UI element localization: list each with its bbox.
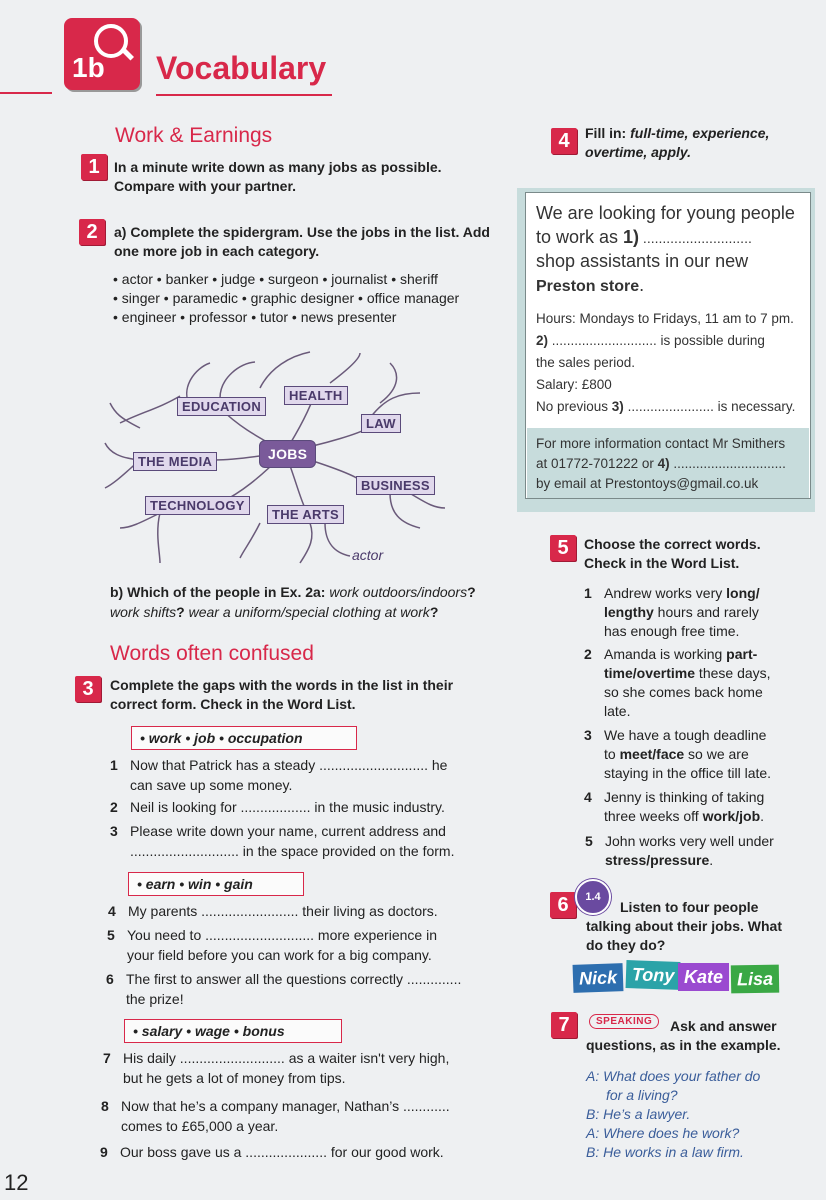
ex3-item-2 xyxy=(110,797,445,817)
mindmap-education: EDUCATION xyxy=(177,397,266,416)
exercise-4-number: 4 xyxy=(551,128,577,154)
ad-body xyxy=(536,308,808,418)
ex5-item-4 xyxy=(584,788,809,826)
audio-track-number: 1.4 xyxy=(585,891,601,903)
job-list-line3: • engineer • professor • tutor • news presenter xyxy=(113,309,397,325)
item-number: 1 xyxy=(110,757,118,773)
ex2b-label: b) Which of the people in Ex. 2a: xyxy=(110,584,330,600)
mindmap-media: THE MEDIA xyxy=(133,452,217,471)
ex2-line1: a) Complete the spidergram. Use the jobs in the list. Add xyxy=(114,224,490,240)
ad-salary: Salary: £800 xyxy=(536,377,612,392)
ex5-item-2 xyxy=(584,645,809,721)
item-number: 3 xyxy=(584,727,592,743)
section-title-work: Work & Earnings xyxy=(115,124,273,147)
ex6-line2: talking about their jobs. What xyxy=(586,918,782,934)
ex3-item-9 xyxy=(100,1142,444,1162)
item-number: 5 xyxy=(107,927,115,943)
ex7-line1: Ask and answer xyxy=(670,1018,777,1034)
item-text: Now that Patrick has a steady ............................ he xyxy=(130,757,448,773)
item-text-2: comes to £65,000 a year. xyxy=(121,1118,279,1134)
ad-hours: Hours: Mondays to Fridays, 11 am to 7 pm. xyxy=(536,311,794,326)
ad-contact-line3: by email at Prestontoys@gmail.co.uk xyxy=(536,476,759,491)
ad-contact-line2c: .............................. xyxy=(669,456,786,471)
ad-line2c: ............................ xyxy=(639,229,752,246)
dialog-line: A: Where does he work? xyxy=(586,1125,740,1141)
ad-line6: ............................ is possible during xyxy=(548,333,765,348)
exercise-2-instruction xyxy=(114,223,490,261)
ex4-words1: full-time, experience, xyxy=(630,125,770,141)
exercise-3-number: 3 xyxy=(75,676,101,702)
item-number: 8 xyxy=(101,1098,109,1114)
header-rule-right xyxy=(156,94,332,96)
ex1-line1: In a minute write down as many jobs as possible. xyxy=(114,159,442,175)
item-number: 1 xyxy=(584,585,592,601)
ad-line3: shop assistants in our new xyxy=(536,251,749,271)
ad-contact-line1: For more information contact Mr Smithers xyxy=(536,436,786,451)
exercise-6-instruction xyxy=(586,898,782,955)
ex2-line2: one more job in each category. xyxy=(114,243,320,259)
item-number: 2 xyxy=(584,646,592,662)
option-2: lengthy xyxy=(604,604,654,620)
exercise-6-number: 6 xyxy=(550,892,576,918)
item-text-2: can save up some money. xyxy=(130,777,293,793)
exercise-3-instruction xyxy=(110,676,453,714)
job-list-line2: • singer • paramedic • graphic designer • office manager xyxy=(113,290,460,306)
unit-badge xyxy=(64,18,140,90)
exercise-1-number: 1 xyxy=(81,154,107,180)
ad-line7: the sales period. xyxy=(536,355,636,370)
page-title: Vocabulary xyxy=(156,50,327,86)
mindmap-technology: TECHNOLOGY xyxy=(145,496,250,515)
item-text: His daily ........................... as a waiter isn't very high, xyxy=(123,1050,450,1066)
item-number: 4 xyxy=(108,903,116,919)
word-box-salary: • salary • wage • bonus xyxy=(124,1019,342,1043)
ex2b-q1: ? xyxy=(467,584,476,600)
exercise-7-number: 7 xyxy=(551,1012,577,1038)
ex5-line1: Choose the correct words. xyxy=(584,536,761,552)
name-tag-lisa: Lisa xyxy=(731,965,780,994)
exercise-1-instruction xyxy=(114,158,442,196)
item-text-2: the prize! xyxy=(126,991,184,1007)
mindmap-arts: THE ARTS xyxy=(267,505,344,524)
item-text: The first to answer all the questions correctly .............. xyxy=(126,971,462,987)
exercise-4-instruction xyxy=(585,124,769,162)
ex1-line2: Compare with your partner. xyxy=(114,178,297,194)
item-text-3: . xyxy=(760,808,765,824)
ex3-line2: correct form. Check in the Word List. xyxy=(110,696,356,712)
exercise-7-instruction xyxy=(586,1017,781,1055)
ad-gap1: 1) xyxy=(623,226,640,247)
ad-gap4: 4) xyxy=(657,456,670,471)
item-text: We have a tough deadline xyxy=(604,727,767,743)
ex4-words2: overtime, apply. xyxy=(585,144,692,160)
option: meet/face xyxy=(619,746,685,762)
section-title-confused: Words often confused xyxy=(110,642,314,665)
magnifier-handle xyxy=(122,48,134,60)
unit-badge-label: 1b xyxy=(72,52,105,83)
mindmap-center: JOBS xyxy=(259,440,316,468)
name-tag-tony: Tony xyxy=(626,960,681,990)
ex2b-italic3: wear a uniform/special clothing at work xyxy=(188,604,430,620)
ex6-line1: Listen to four people xyxy=(620,899,759,915)
item-number: 7 xyxy=(103,1050,111,1066)
dialog-line: A: What does your father do xyxy=(586,1068,761,1084)
name-tag-kate: Kate xyxy=(678,963,729,991)
dialog-line: B: He works in a law firm. xyxy=(586,1144,744,1160)
example-dialog xyxy=(586,1067,760,1162)
ad-contact-line2a: at 01772-701222 or xyxy=(536,456,658,471)
option: work/job xyxy=(702,808,761,824)
item-text: Andrew works very xyxy=(604,585,727,601)
item-text: Amanda is working xyxy=(604,646,727,662)
exercise-5-number: 5 xyxy=(550,535,576,561)
name-tag-nick: Nick xyxy=(573,963,624,993)
item-number: 4 xyxy=(584,789,592,805)
item-number: 9 xyxy=(100,1144,108,1160)
item-text-2: but he gets a lot of money from tips. xyxy=(123,1070,346,1086)
ex3-line1: Complete the gaps with the words in the list in their xyxy=(110,677,454,693)
ad-gap3: 3) xyxy=(611,399,624,414)
option: long/ xyxy=(726,585,760,601)
item-text: John works very well under xyxy=(605,833,774,849)
item-text-2: to xyxy=(604,746,620,762)
mindmap-business: BUSINESS xyxy=(356,476,435,495)
mindmap-health: HEALTH xyxy=(284,386,348,405)
page-number: 12 xyxy=(4,1170,29,1195)
ex2b-q3: ? xyxy=(429,604,439,620)
item-text: Please write down your name, current address and xyxy=(130,823,446,839)
item-number: 3 xyxy=(110,823,118,839)
ex2b-italic1: work outdoors/indoors xyxy=(329,584,468,600)
exercise-2-number: 2 xyxy=(79,219,105,245)
ad-line2a: to work as xyxy=(536,226,624,247)
item-text: My parents ......................... their living as doctors. xyxy=(128,903,438,919)
ex3-item-4 xyxy=(108,901,438,921)
item-text-3: has enough free time. xyxy=(604,623,740,639)
option-2: time/overtime xyxy=(604,665,696,681)
speaking-badge: SPEAKING xyxy=(589,1014,659,1029)
item-text-4: late. xyxy=(604,703,631,719)
item-number: 6 xyxy=(106,971,114,987)
item-text-3: so she comes back home xyxy=(604,684,763,700)
word-box-earn: • earn • win • gain xyxy=(128,872,304,896)
item-text-2: hours and rarely xyxy=(653,604,759,620)
ex3-item-3 xyxy=(110,821,455,861)
ad-line9a: No previous xyxy=(536,399,612,414)
item-number: 2 xyxy=(110,799,118,815)
ex6-line3: do they do? xyxy=(586,937,666,953)
item-text: Now that he’s a company manager, Nathan’s ............ xyxy=(121,1098,450,1114)
header-rule-left xyxy=(0,92,52,94)
option: part- xyxy=(726,646,758,662)
option: stress/pressure xyxy=(605,852,710,868)
ex4-label: Fill in: xyxy=(585,125,631,141)
item-text-3: so we are xyxy=(684,746,749,762)
ex3-item-6 xyxy=(106,969,462,1009)
item-text-2: your field before you can work for a big company. xyxy=(127,947,432,963)
ex3-item-5 xyxy=(107,925,437,965)
item-text-2: three weeks off xyxy=(604,808,703,824)
mindmap-example-actor: actor xyxy=(352,547,384,563)
ex5-item-5 xyxy=(585,832,810,870)
ad-headline xyxy=(536,202,808,298)
word-box-work: • work • job • occupation xyxy=(131,726,357,750)
item-text: You need to ............................ more experience in xyxy=(127,927,437,943)
item-text-2: these days, xyxy=(695,665,771,681)
item-number: 5 xyxy=(585,833,593,849)
ad-line9c: ....................... is necessary. xyxy=(623,399,796,414)
job-word-list xyxy=(113,270,459,327)
ad-line4end: . xyxy=(639,274,645,295)
item-text: Neil is looking for .................. in the music industry. xyxy=(130,799,445,815)
ex3-item-7 xyxy=(103,1048,450,1088)
exercise-2b xyxy=(110,582,510,622)
ex5-line2: Check in the Word List. xyxy=(584,555,740,571)
ad-contact xyxy=(536,434,808,494)
item-text-2: ............................ in the space provided on the form. xyxy=(130,843,455,859)
ad-gap2: 2) xyxy=(536,333,549,348)
job-list-line1: • actor • banker • judge • surgeon • journalist • sheriff xyxy=(113,271,438,287)
ex2b-italic2: work shifts xyxy=(110,604,177,620)
ex2b-q2: ? xyxy=(176,604,189,620)
mindmap-law: LAW xyxy=(361,414,401,433)
ad-line1: We are looking for young people xyxy=(536,203,795,223)
item-text-2: . xyxy=(709,852,714,868)
ex7-line2: questions, as in the example. xyxy=(586,1037,781,1053)
dialog-line: B: He’s a lawyer. xyxy=(586,1106,691,1122)
exercise-5-instruction xyxy=(584,535,761,573)
ad-store-name: Preston store xyxy=(536,277,640,295)
ex5-item-3 xyxy=(584,726,809,783)
ex5-item-1 xyxy=(584,584,809,641)
item-text-4: staying in the office till late. xyxy=(604,765,772,781)
ex3-item-1 xyxy=(110,755,448,795)
dialog-line: for a living? xyxy=(606,1087,678,1103)
item-text: Our boss gave us a ..................... for our good work. xyxy=(120,1144,444,1160)
ex3-item-8 xyxy=(101,1096,450,1136)
item-text: Jenny is thinking of taking xyxy=(604,789,765,805)
